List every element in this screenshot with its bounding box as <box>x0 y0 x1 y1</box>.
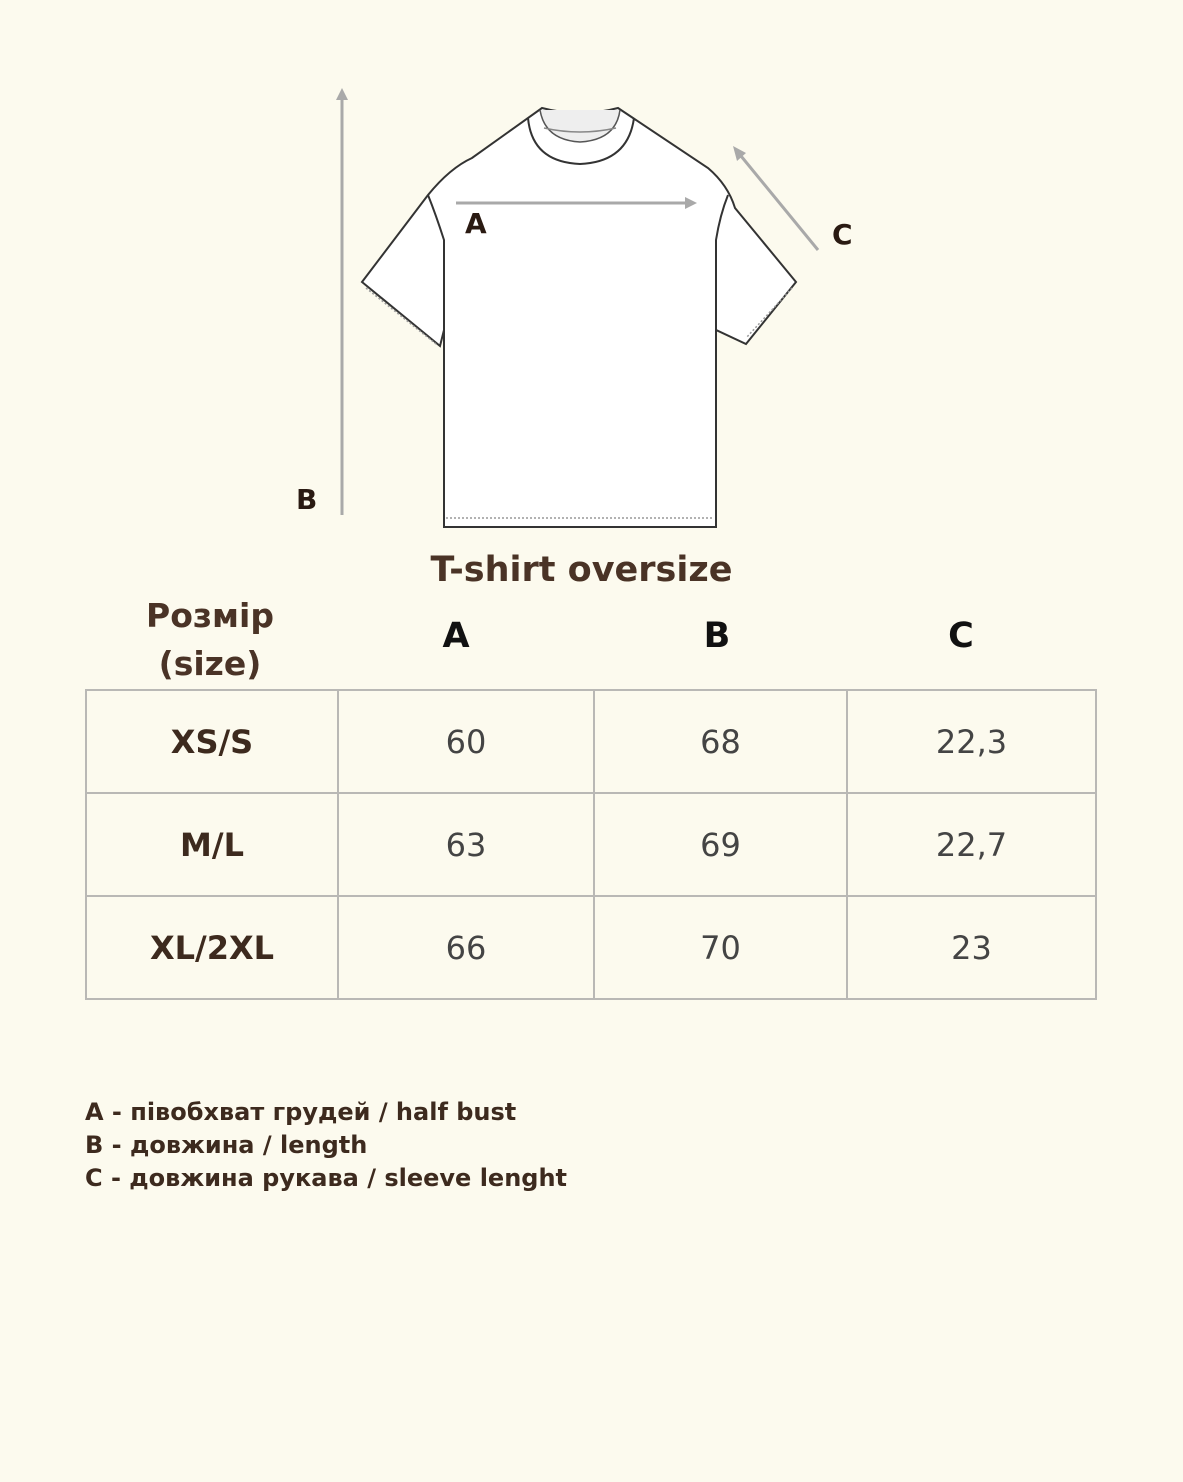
legend-item-b: B - довжина / length <box>85 1131 368 1159</box>
label-b: B <box>296 483 318 516</box>
value-cell: 63 <box>338 793 594 896</box>
size-header-line1: Розмір <box>146 596 274 635</box>
legend-item-a: A - півобхват грудей / half bust <box>85 1098 517 1126</box>
value-cell: 68 <box>594 690 847 793</box>
value-cell: 66 <box>338 896 594 999</box>
value-cell: 69 <box>594 793 847 896</box>
table-row <box>86 896 1096 999</box>
value-cell: 22,3 <box>847 690 1096 793</box>
label-c: C <box>832 218 853 251</box>
tshirt-outline <box>362 108 796 527</box>
tshirt-illustration <box>0 0 1183 560</box>
table-row <box>86 690 1096 793</box>
size-cell: XL/2XL <box>86 896 338 999</box>
size-cell: XS/S <box>86 690 338 793</box>
legend-item-c: C - довжина рукава / sleeve lenght <box>85 1164 568 1192</box>
measurement-legend <box>85 1096 567 1195</box>
column-header-b: B <box>703 616 731 656</box>
value-cell: 23 <box>847 896 1096 999</box>
length-arrow-head <box>336 88 348 100</box>
tshirt-diagram <box>0 0 1183 560</box>
label-a: A <box>465 207 487 240</box>
value-cell: 70 <box>594 896 847 999</box>
column-header-c: C <box>948 616 974 656</box>
column-header-a: A <box>442 616 470 656</box>
size-header-line2: (size) <box>158 644 262 683</box>
value-cell: 22,7 <box>847 793 1096 896</box>
table-row <box>86 793 1096 896</box>
value-cell: 60 <box>338 690 594 793</box>
size-column-header <box>85 592 335 688</box>
size-cell: M/L <box>86 793 338 896</box>
product-title: T-shirt oversize <box>430 550 733 590</box>
size-table <box>85 689 1097 1000</box>
